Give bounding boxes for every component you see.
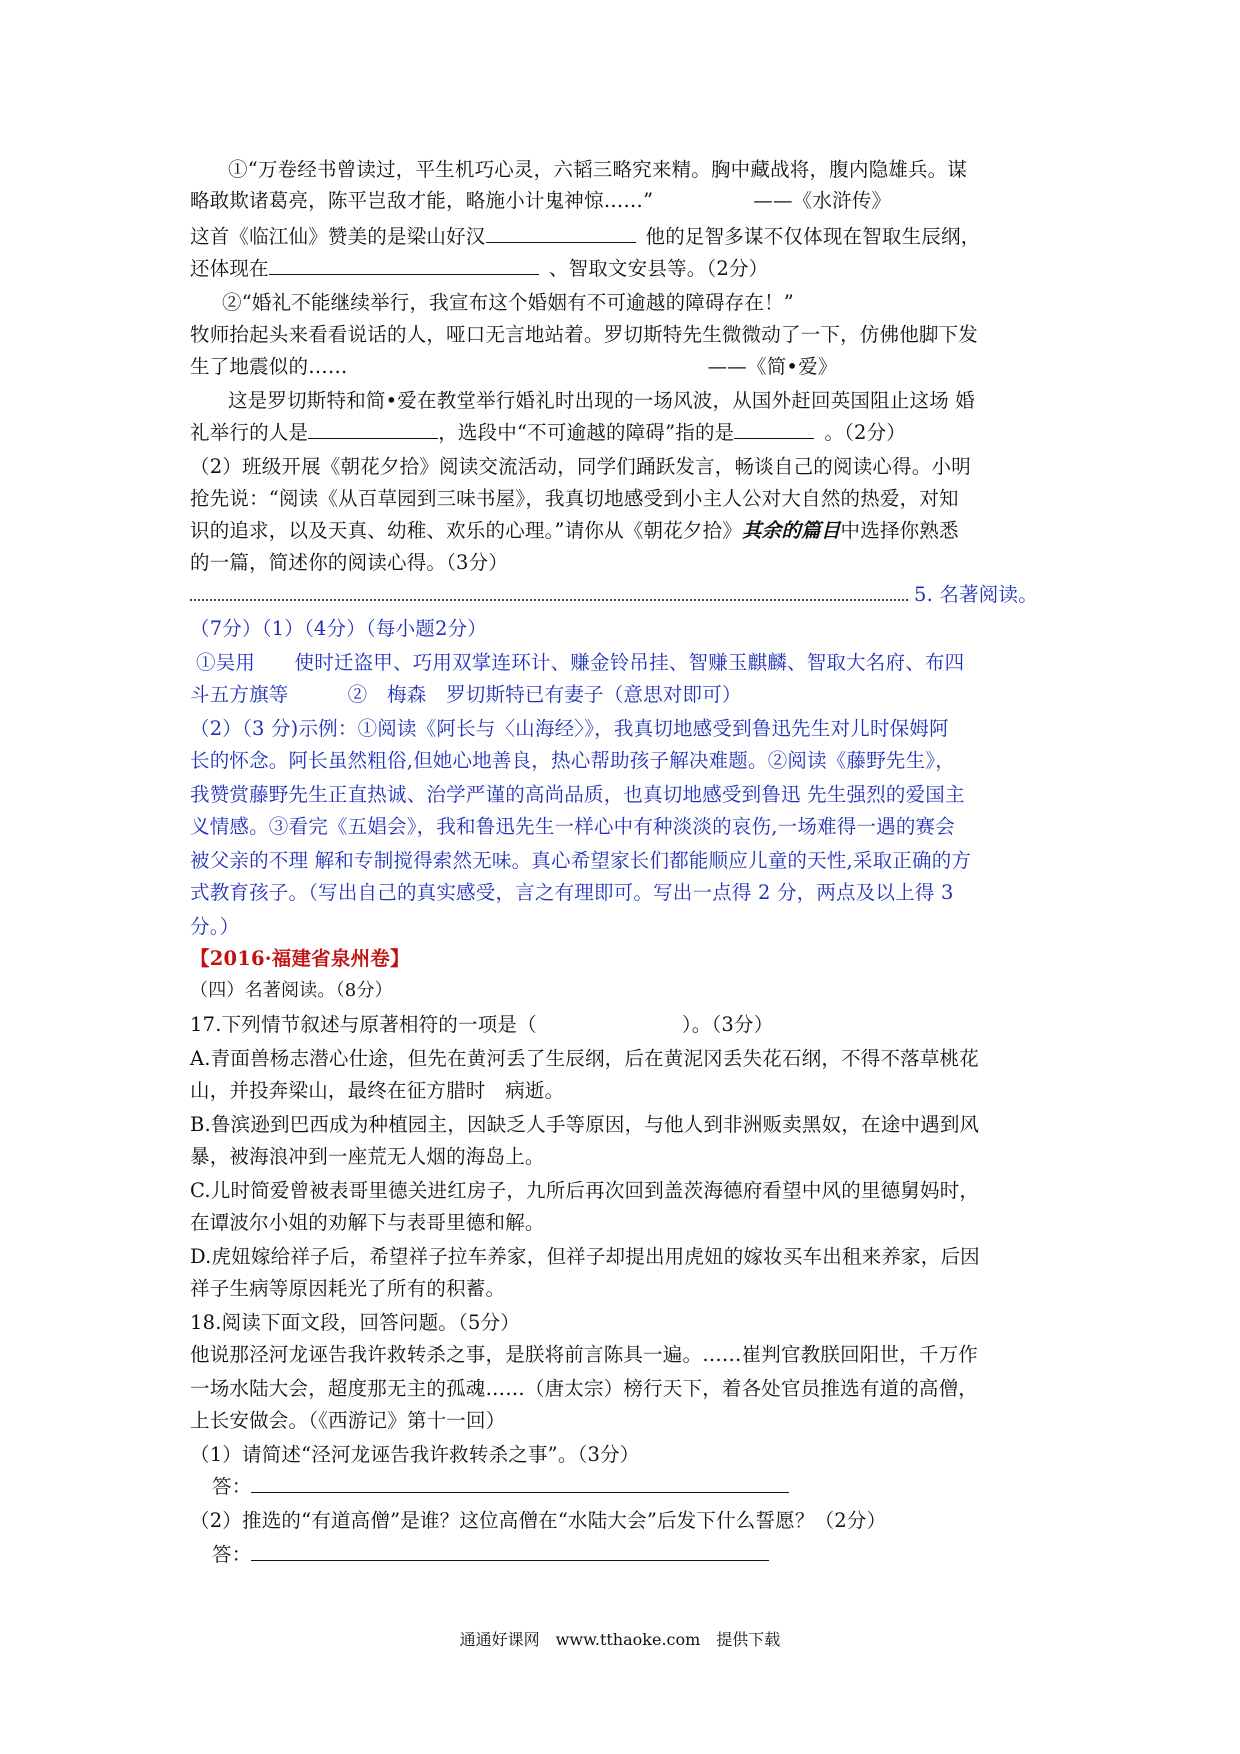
question-linjiangxian-line1: [190, 222, 980, 252]
question-text: 、智取文安县等。（2分）: [548, 257, 769, 280]
q17-stem-text: ）。（3分）: [681, 1013, 774, 1036]
q18-answer2-line: [212, 1540, 769, 1570]
q17-option-c-line1: C.儿时简爱曾被表哥里德关进红房子，九所后再次回到盖茨海德府看望中风的里德舅妈时，: [190, 1179, 980, 1202]
section-header: 【2016·福建省泉州卷】: [190, 947, 410, 970]
q17-option-a-line2: 山，并投奔梁山，最终在征方腊时 病逝。: [190, 1079, 565, 1102]
quote-shuihu-line2: [190, 186, 891, 216]
answer-key-line4: （2）（3 分)示例：①阅读《阿长与〈山海经〉》，我真切地感受到鲁迅先生对儿时保姆阿: [190, 717, 949, 740]
answer-key-line5: 长的怀念。阿长虽然粗俗,但她心地善良，热心帮助孩子解决难题。②阅读《藤野先生》，: [190, 749, 955, 772]
q17-stem-text: 17.下列情节叙述与原著相符的一项是（: [190, 1013, 537, 1036]
q17-option-b-line1: B.鲁滨逊到巴西成为种植园主，因缺乏人手等原因，与他人到非洲贩卖黑奴，在途中遇到风: [190, 1113, 980, 1136]
answer-label: 答：: [212, 1543, 252, 1566]
question-text: 识的追求，以及天真、幼稚、欢乐的心理。”请你从《朝花夕拾》: [190, 519, 743, 542]
question-janeeyre-line1: 这是罗切斯特和简•爱在教堂举行婚礼时出现的一场风波，从国外赶回英国阻止这场 婚: [228, 389, 976, 412]
answer-key-line8: 被父亲的不理 解和专制搅得索然无味。真心希望家长们都能顺应儿童的天性,采取正确的方: [190, 849, 972, 872]
answer-key-line7: 义情感。③看完《五娼会》，我和鲁迅先生一样心中有种淡淡的哀伤,一场难得一遇的赛会: [190, 815, 955, 838]
q17-option-d-line1: D.虎妞嫁给祥子后，希望祥子拉车养家，但祥子却提出用虎妞的嫁妆买车出租来养家，后因: [190, 1245, 980, 1268]
q18-passage-line2: 一场水陆大会，超度那无主的孤魂……（唐太宗）榜行天下，着各处官员推选有道的高僧，: [190, 1377, 979, 1400]
answer-label: 答：: [212, 1475, 252, 1498]
emphasis-text: 其余的篇目: [742, 519, 841, 542]
q18-sub1: （1）请简述“泾河龙诬告我许救转杀之事”。（3分）: [190, 1443, 640, 1466]
answer-key-line10: 分。）: [190, 915, 240, 938]
q17-option-d-line2: 祥子生病等原因耗光了所有的积蓄。: [190, 1277, 506, 1300]
quote-shuihu-source: ——《水浒传》: [753, 189, 892, 212]
quote-janeeyre-line1: ②“婚礼不能继续举行，我宣布这个婚姻有不可逾越的障碍存在！”: [222, 291, 794, 314]
question-zhaohua-line4: 的一篇，简述你的阅读心得。（3分）: [190, 551, 509, 574]
answer-key-line2: ①吴用 使时迁盗甲、巧用双掌连环计、赚金铃吊挂、智赚玉麒麟、智取大名府、布四: [196, 651, 965, 674]
question-text: 礼举行的人是: [190, 421, 309, 444]
q18-answer2-blank[interactable]: [251, 1540, 769, 1561]
blank-person[interactable]: [308, 418, 438, 439]
answer-key-line3: 斗五方旗等 ② 梅森 罗切斯特已有妻子（意思对即可）: [190, 683, 742, 706]
question-janeeyre-line2: [190, 418, 906, 448]
page-footer: 通通好课网 www.tthaoke.com 提供下载: [459, 1630, 781, 1649]
quote-janeeyre-text: 生了地震似的……: [190, 355, 348, 378]
blank-obstacle[interactable]: [734, 418, 814, 439]
blank-other-exploit[interactable]: [269, 254, 539, 275]
question-zhaohua-line1: （2）班级开展《朝花夕拾》阅读交流活动，同学们踊跃发言，畅谈自己的阅读心得。小明: [190, 455, 971, 478]
question-text: 。（2分）: [824, 421, 907, 444]
question-zhaohua-line3: [190, 516, 959, 546]
answer-key-line1: （7分）（1）（4分）（每小题2分）: [190, 617, 487, 640]
answer-key-line9: 式教育孩子。（写出自己的真实感受，言之有理即可。写出一点得 2 分，两点及以上得 3: [190, 881, 954, 904]
q18-stem: 18.阅读下面文段，回答问题。（5分）: [190, 1311, 520, 1334]
question-text: 他的足智多谋不仅体现在智取生辰纲，: [645, 225, 981, 248]
quote-shuihu-text: 略敢欺诸葛亮，陈平岂敌才能，略施小计鬼神惊……”: [190, 189, 654, 212]
question-text: 中选择你熟悉: [840, 519, 959, 542]
question-zhaohua-line2: 抢先说：“阅读《从百草园到三味书屋》，我真切地感受到小主人公对大自然的热爱，对知: [190, 487, 959, 510]
quote-janeeyre-line2: 牧师抬起头来看看说话的人，哑口无言地站着。罗切斯特先生微微动了一下，仿佛他脚下发: [190, 323, 979, 346]
q17-option-a-line1: A.青面兽杨志潜心仕途，但先在黄河丢了生辰纲，后在黄泥冈丢失花石纲，不得不落草桃花: [190, 1047, 979, 1070]
q17-stem: [190, 1010, 773, 1040]
q18-answer1-line: [212, 1472, 789, 1502]
q17-option-b-line2: 暴，被海浪冲到一座荒无人烟的海岛上。: [190, 1145, 545, 1168]
q18-sub2: （2）推选的“有道高僧”是谁？这位高僧在“水陆大会”后发下什么誓愿？（2分）: [190, 1509, 887, 1532]
question-linjiangxian-line2: [190, 254, 768, 284]
question-text: 还体现在: [190, 257, 269, 280]
blank-hero-name[interactable]: [486, 222, 636, 243]
answer-key-line6: 我赞赏藤野先生正直热诚、治学严谨的高尚品质，也真切地感受到鲁迅 先生强烈的爱国主: [190, 783, 965, 806]
question-text: ，选段中“不可逾越的障碍”指的是: [438, 421, 735, 444]
quote-janeeyre-line3: [190, 352, 838, 382]
q18-answer1-blank[interactable]: [251, 1472, 789, 1493]
dotted-answer-line[interactable]: [190, 581, 908, 601]
q17-option-c-line2: 在谭波尔小姐的劝解下与表哥里德和解。: [190, 1211, 545, 1234]
answer-line-dotted: [190, 580, 1038, 610]
question-text: 这首《临江仙》赞美的是梁山好汉: [190, 225, 486, 248]
section-subheading: （四）名著阅读。（8分）: [190, 980, 393, 1001]
quote-shuihu-line1: ①“万卷经书曾读过，平生机巧心灵，六韬三略究来精。胸中藏战将，腹内隐雄兵。谋: [228, 158, 968, 181]
q18-passage-line3: 上长安做会。（《西游记》第十一回）: [190, 1409, 506, 1432]
quote-janeeyre-source: ——《简•爱》: [707, 355, 838, 378]
section-5-heading: 5. 名著阅读。: [914, 583, 1038, 606]
q18-passage-line1: 他说那泾河龙诬告我许救转杀之事，是朕将前言陈具一遍。……崔判官教朕回阳世，千万作: [190, 1343, 979, 1366]
